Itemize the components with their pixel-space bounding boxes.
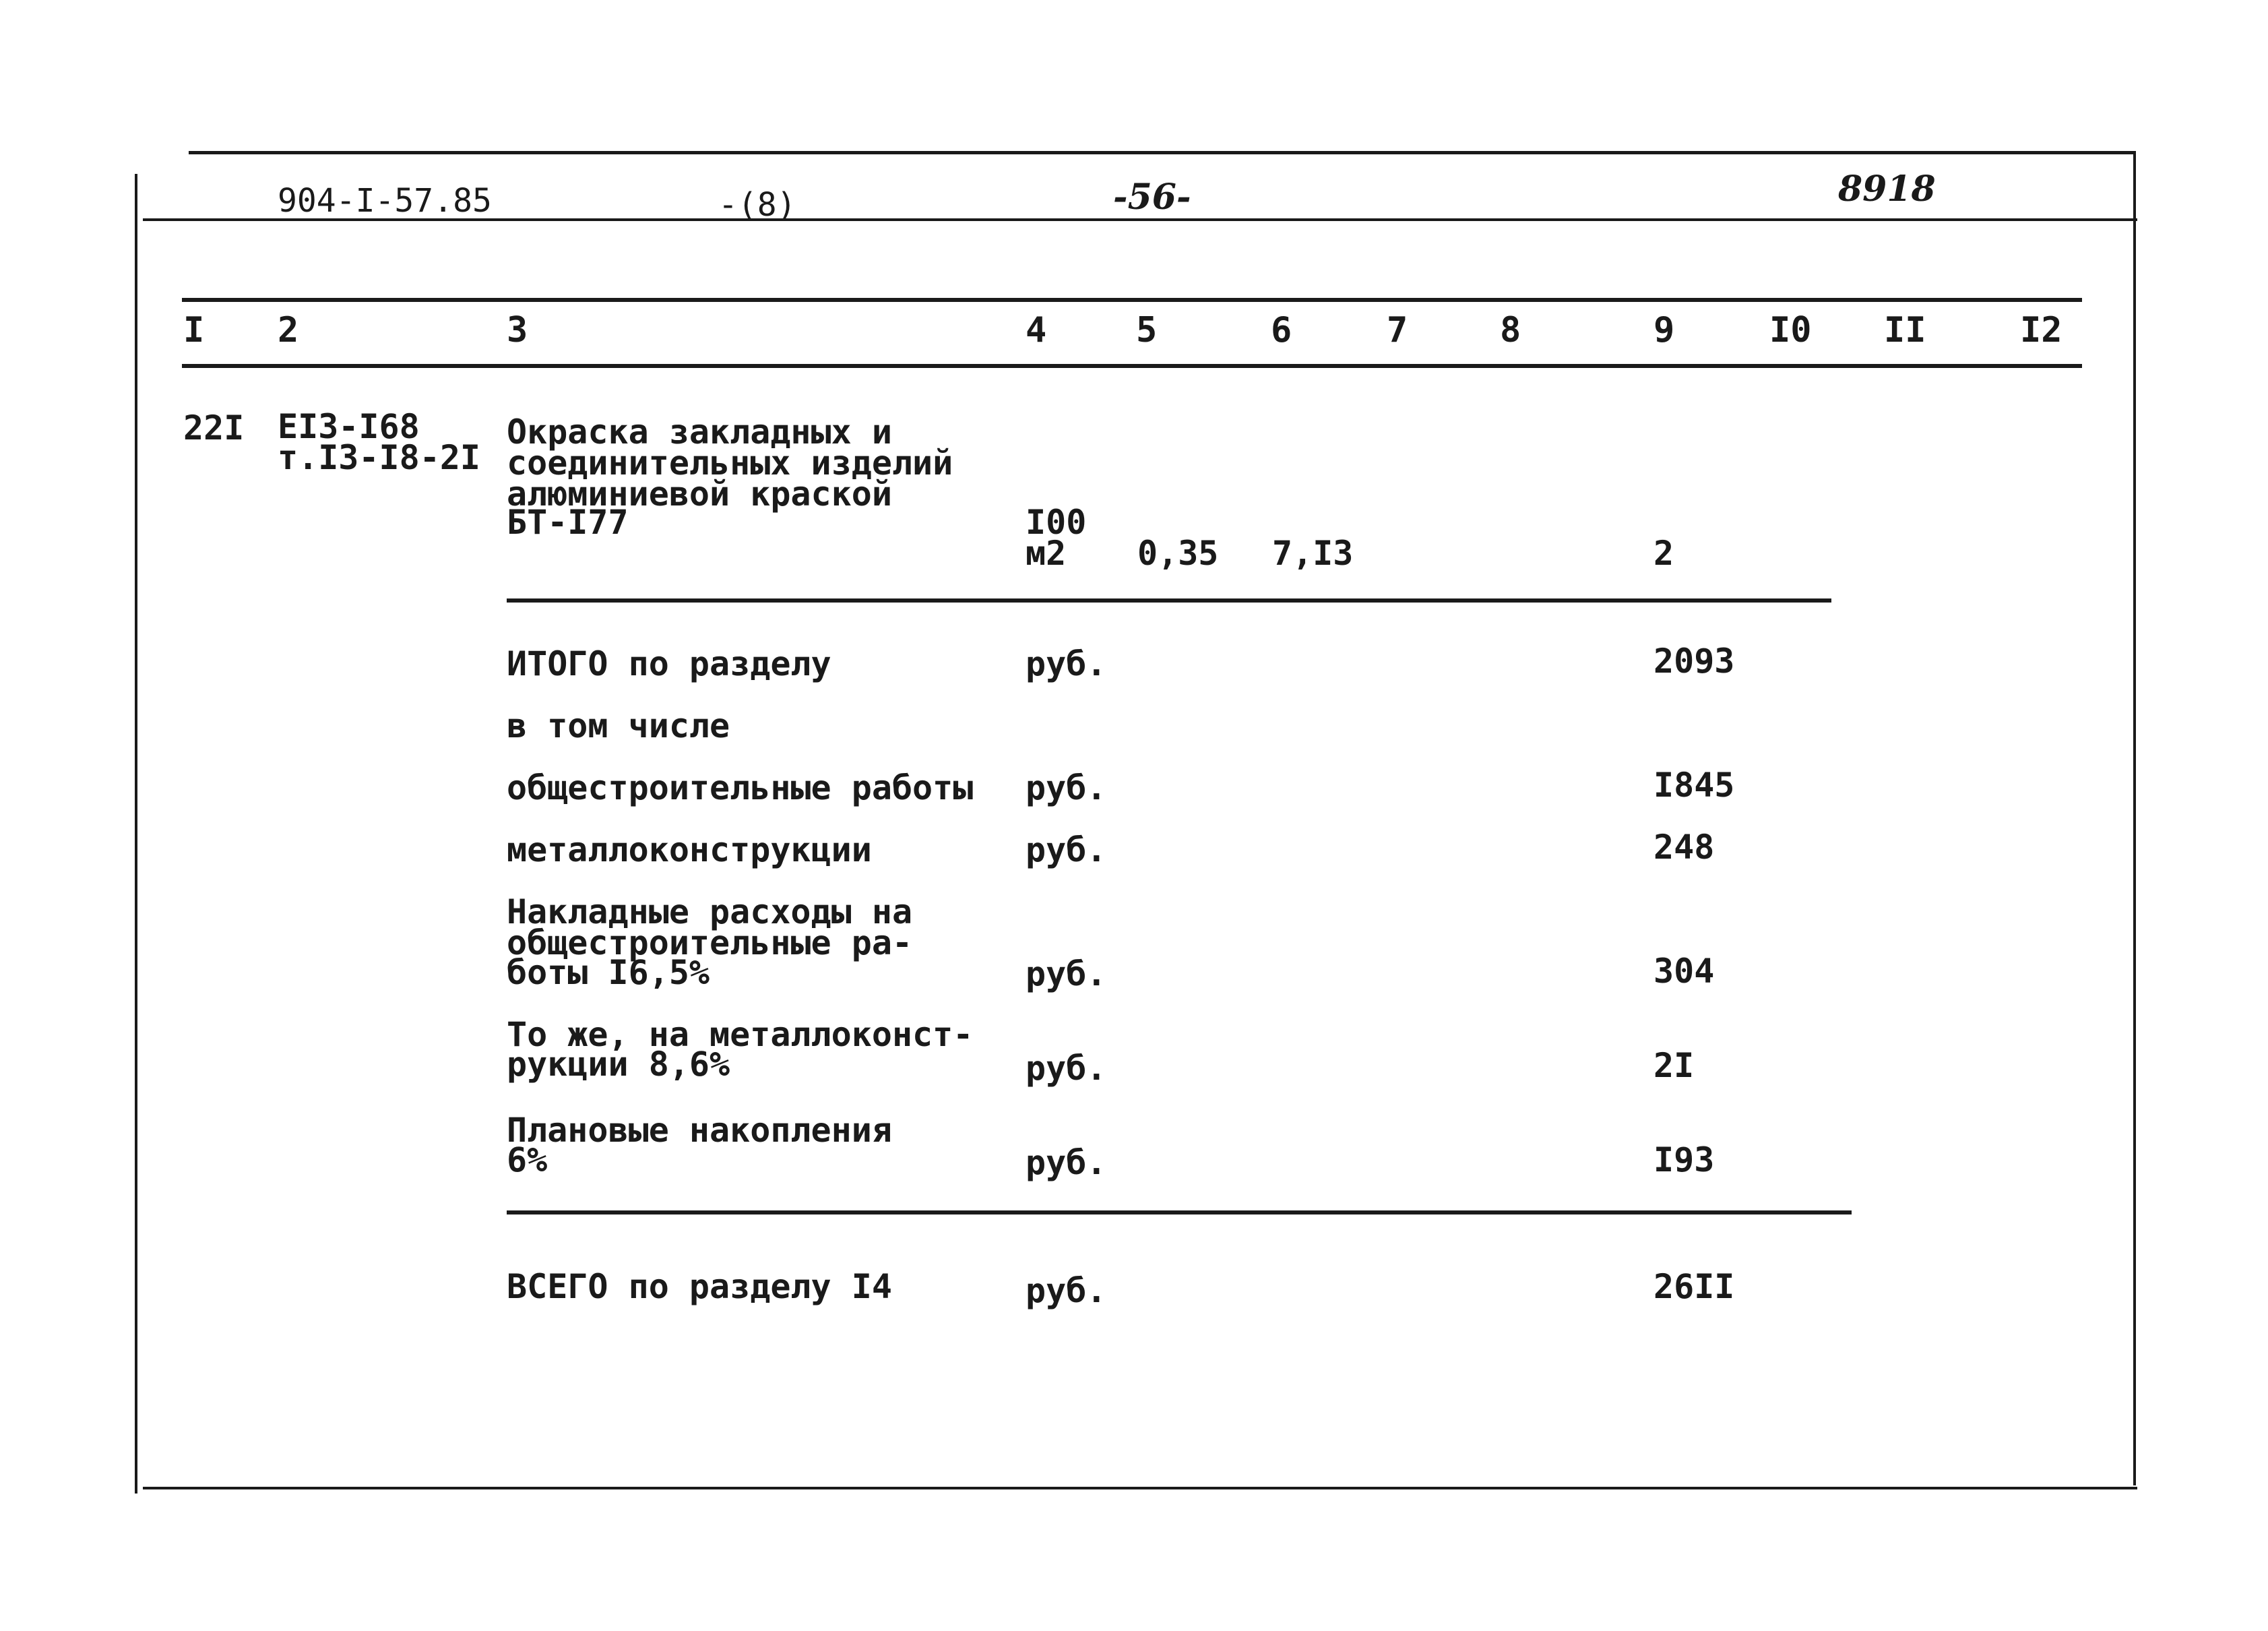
grand-total-value: 26II [1653,1267,1735,1306]
summary-unit-metal-overhead: руб. [1026,1049,1107,1088]
grand-total-label: ВСЕГО по разделу I4 [507,1267,892,1306]
column-header-9: 9 [1653,310,1675,350]
item-rate: 7,I3 [1272,534,1354,573]
summary-value-metal-overhead: 2I [1653,1046,1695,1085]
item-description-line2: соединительных изделий [507,443,953,483]
column-header-5: 5 [1136,310,1158,350]
column-header-7: 7 [1387,310,1408,350]
column-header-12: I2 [2020,310,2062,350]
frame-bottom [143,1487,2137,1489]
item-unit-line2: м2 [1026,534,1067,573]
summary-value-metal-structures: 248 [1653,828,1715,867]
album-number: -(8) [718,186,796,224]
summary-label-planned-savings-line1: Плановые накопления [507,1111,892,1150]
column-header-1: I [183,310,205,350]
summary-value-total-section: 2093 [1653,642,1735,681]
column-header-10: I0 [1769,310,1812,350]
grand-total-unit: руб. [1026,1271,1107,1310]
summary-value-overhead: 304 [1653,952,1715,991]
item-separator-rule [507,598,1831,603]
summary-label-total-section: ИТОГО по разделу [507,644,831,683]
frame-top [189,151,2136,154]
item-number: 22I [183,408,245,448]
summary-unit-total-section: руб. [1026,644,1107,683]
item-description-line1: Окраска закладных и [507,412,892,452]
item-quantity: 0,35 [1137,534,1219,573]
handwritten-mark: 8918 [1838,168,1936,210]
column-header-2: 2 [278,310,299,350]
summary-label-overhead-line3: боты I6,5% [507,953,710,992]
page-number: -56- [1113,177,1191,218]
item-unit-line1: I00 [1026,503,1087,542]
summary-label-overhead-line2: общестроительные ра- [507,923,913,962]
summary-label-metal-overhead-line2: рукции 8,6% [507,1045,730,1084]
column-header-3: 3 [507,310,528,350]
column-header-6: 6 [1271,310,1292,350]
column-header-top-rule [182,298,2082,302]
document-code: 904-I-57.85 [278,182,492,220]
column-header-bottom-rule [182,364,2082,368]
summary-unit-overhead: руб. [1026,954,1107,993]
summary-label-metal-overhead-line1: То же, на металлоконст- [507,1015,974,1054]
item-description-line3: алюминиевой краской [507,474,892,514]
item-code-line1: EI3-I68 [278,407,420,446]
summary-value-planned-savings: I93 [1653,1140,1715,1179]
summary-label-including: в том числе [507,706,730,745]
column-header-11: II [1884,310,1926,350]
summary-unit-general-construction: руб. [1026,768,1107,807]
column-header-8: 8 [1500,310,1521,350]
frame-right [2133,151,2136,1485]
item-cost: 2 [1653,534,1674,573]
column-header-4: 4 [1026,310,1047,350]
summary-label-planned-savings-line2: 6% [507,1140,548,1179]
frame-left [135,174,137,1494]
summary-label-overhead-line1: Накладные расходы на [507,892,913,931]
total-separator-rule [507,1210,1852,1214]
summary-label-metal-structures: металлоконструкции [507,830,872,869]
summary-value-general-construction: I845 [1653,766,1735,805]
item-description-line4: БТ-I77 [507,503,629,542]
summary-unit-metal-structures: руб. [1026,830,1107,869]
item-code-line2: т.I3-I8-2I [278,438,481,477]
summary-unit-planned-savings: руб. [1026,1143,1107,1182]
summary-label-general-construction: общестроительные работы [507,768,974,807]
